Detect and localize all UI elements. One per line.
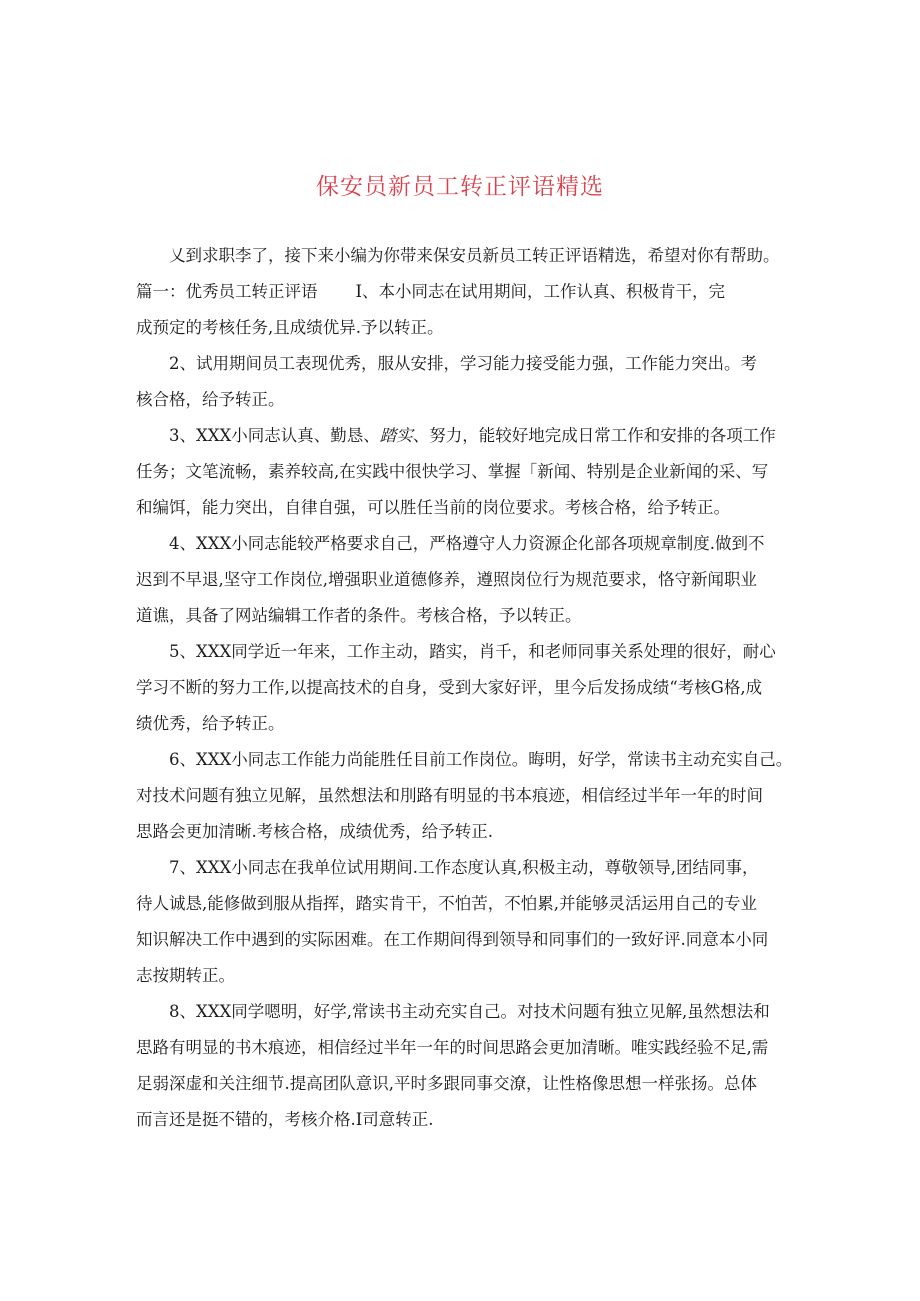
paragraph-line: 8、XXX同学嗯明，好学,常读书主动充实自己。对技术问题有独立见解,虽然想法和 bbox=[169, 1002, 770, 1021]
page-title: 保安员新员工转正评语精选 bbox=[316, 174, 604, 200]
paragraph-line: 绩优秀，给予转正。 bbox=[136, 714, 285, 733]
paragraph-line: 道谯，具备了网站编辑工作者的条件。考核合格，予以转正。 bbox=[136, 606, 582, 625]
item-1-continuation: 成预定的考核任务,且成绩优异.予以转正。 bbox=[136, 318, 444, 337]
paragraph-line: 4、XXX小同志能较严格要求自己，严格遵守人力资源企化部各项规章制度.做到不 bbox=[169, 534, 765, 553]
paragraph-line: 对技术问题有独立见解，虽然想法和刖路有明显的书本痕迹，相信经过半年一年的时间 bbox=[136, 786, 763, 805]
paragraph-italic-text: 踏实 bbox=[379, 426, 413, 445]
paragraph-line: 6、XXX小同志工作能力尚能胜任目前工作岗位。晦明，好学，常读书主动充实自己。 bbox=[169, 750, 793, 769]
paragraph-item-8 bbox=[136, 994, 786, 1138]
paragraph-line: 7、XXX小同志在我单位试用期间.工作态度认真,积极主动，尊敬领导,团结同事， bbox=[169, 858, 759, 877]
paragraph-line: 而言还是挺不错的，考核介格.I司意转正. bbox=[136, 1110, 434, 1129]
paragraph-line: 5、XXX同学近一年来，工作主动，踏实，肖千，和老师同事关系处理的很好，耐心 bbox=[169, 642, 776, 661]
paragraph-line: 任务；文笔流畅，素养较高,在实践中很快学习、掌握「新闻、特别是企业新闻的采、写 bbox=[136, 462, 769, 481]
paragraph-line: 足弱深虚和关注细节.提高团队意识,平时多跟同事交潦，让性格像思想一样张扬。总体 bbox=[136, 1074, 757, 1093]
paragraph-line: 2、试用期间员工表现优秀，服从安排，学习能力接受能力强，工作能力突出。考 bbox=[169, 354, 757, 373]
paragraph-line: 学习不断的努力工作,以提高技术的自身，受到大家好评，里今后发扬成绩“考核G格,成 bbox=[136, 678, 763, 697]
paragraph-line: 和编饵，能力突出，自律自强，可以胜任当前的岗位要求。考核合格，给予转正。 bbox=[136, 498, 730, 517]
paragraph-item-7 bbox=[136, 850, 786, 994]
section-heading: 篇一：优秀员工转正评语 bbox=[136, 282, 318, 301]
paragraph-text: 、努力，能较好地完成日常工作和安排的各项工作 bbox=[412, 426, 776, 445]
paragraph-line: 思路有明显的书木痕迹，相信经过半年一年的时间思路会更加清晰。唯实践经验不足,需 bbox=[136, 1038, 769, 1057]
paragraph-line: 思路会更加清晰.考核合格，成绩优秀，给予转正. bbox=[136, 822, 493, 841]
paragraph-line: 迟到不早退,坚守工作岗位,增强职业道德修养，遵照岗位行为规范要求，恪守新闻职业 bbox=[136, 570, 757, 589]
paragraph-line: 待人诚恳,能修做到服从指挥，踏实肯干，不怕苦，不怕累,并能够灵活运用自己的专业 bbox=[136, 894, 757, 913]
paragraph-item-3 bbox=[136, 418, 786, 526]
intro-paragraph: 乂到求职李了，接下来小编为你带来保安员新员工转正评语精选，希望对你有帮助。 bbox=[169, 246, 780, 265]
paragraph-line: 知识解决工作中遇到的实际困难。在工作期间得到领导和同事们的一致好评.同意本小同 bbox=[136, 930, 769, 949]
paragraph-text: 3、XXX小同志认真、勤恳、 bbox=[169, 426, 380, 445]
paragraph-item-5 bbox=[136, 634, 786, 742]
paragraph-line: 志按期转正。 bbox=[136, 966, 235, 985]
document-body bbox=[136, 238, 793, 1138]
paragraph-line: 核合格，给予转正。 bbox=[136, 390, 285, 409]
paragraph-line bbox=[136, 418, 786, 454]
paragraph-item-2 bbox=[136, 346, 786, 418]
paragraph-item-4 bbox=[136, 526, 786, 634]
section-heading-row bbox=[136, 274, 786, 310]
item-1-first-line: I、本小同志在试用期间，工作认真、积极肯干，完 bbox=[355, 282, 726, 301]
paragraph-item-6 bbox=[136, 742, 793, 850]
